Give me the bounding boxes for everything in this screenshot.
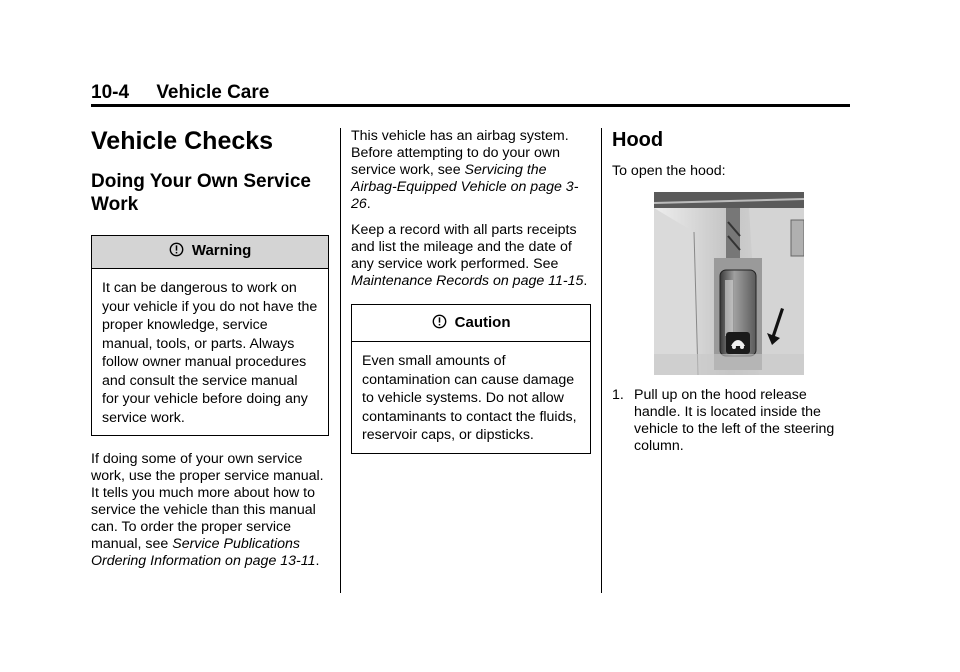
airbag-reference: Servicing the Airbag-Equipped Vehicle on page 3-26 xyxy=(351,162,579,212)
service-manual-paragraph: If doing some of your own service work, use the proper service manual. It tells you much more about how to service the vehicle than this manual can. To order the proper service manual, see Service Publications Ordering Information on page 13-11. xyxy=(91,451,324,569)
service-publications-reference: Service Publications Ordering Information on page 13-11 xyxy=(91,536,316,569)
column-divider-2 xyxy=(601,128,602,593)
caution-box xyxy=(351,304,591,454)
step-1 xyxy=(612,387,852,455)
header-rule xyxy=(91,104,850,107)
warning-text: It can be dangerous to work on your vehicle if you do not have the proper knowledge, service manual, tools, or parts. Always follow owner manual procedures and consult the service manual for your vehicle before doing any service work. xyxy=(102,280,318,426)
column-3 xyxy=(612,128,852,455)
step-text: Pull up on the hood release handle. It is located inside the vehicle to the left of the steering column. xyxy=(634,387,835,454)
records-paragraph: Keep a record with all parts receipts and list the mileage and the date of any service work performed. See Maintenance Records on page 11-15. xyxy=(351,222,588,289)
column-2 xyxy=(351,128,591,469)
warning-box xyxy=(91,235,329,436)
page-header xyxy=(91,82,269,104)
hood-heading: Hood xyxy=(612,129,664,151)
section-title: Vehicle Care xyxy=(156,82,270,103)
warning-label: Warning xyxy=(191,242,252,259)
hood-release-photo xyxy=(654,192,804,375)
caution-text: Even small amounts of contamination can cause damage to vehicle systems. Do not allow contaminants to contact the fluids, reservoir caps, or dipsticks. xyxy=(362,353,577,443)
caution-header xyxy=(352,305,590,342)
page-number: 10-4 xyxy=(91,82,130,103)
warning-icon xyxy=(169,242,184,261)
hood-intro: To open the hood: xyxy=(612,163,726,179)
caution-icon xyxy=(432,314,447,333)
airbag-paragraph: This vehicle has an airbag system. Before attempting to do your own service work, see Servicing the Airbag-Equipped Vehicle on page 3-26. xyxy=(351,128,579,212)
column-1 xyxy=(91,128,329,579)
warning-header xyxy=(92,236,328,269)
section-heading: Doing Your Own Service Work xyxy=(91,170,311,216)
caution-label: Caution xyxy=(454,314,511,331)
page-title: Vehicle Checks xyxy=(91,127,274,155)
column-divider-1 xyxy=(340,128,341,593)
maintenance-records-reference: Maintenance Records on page 11-15 xyxy=(351,273,584,289)
step-number: 1. xyxy=(612,387,624,403)
